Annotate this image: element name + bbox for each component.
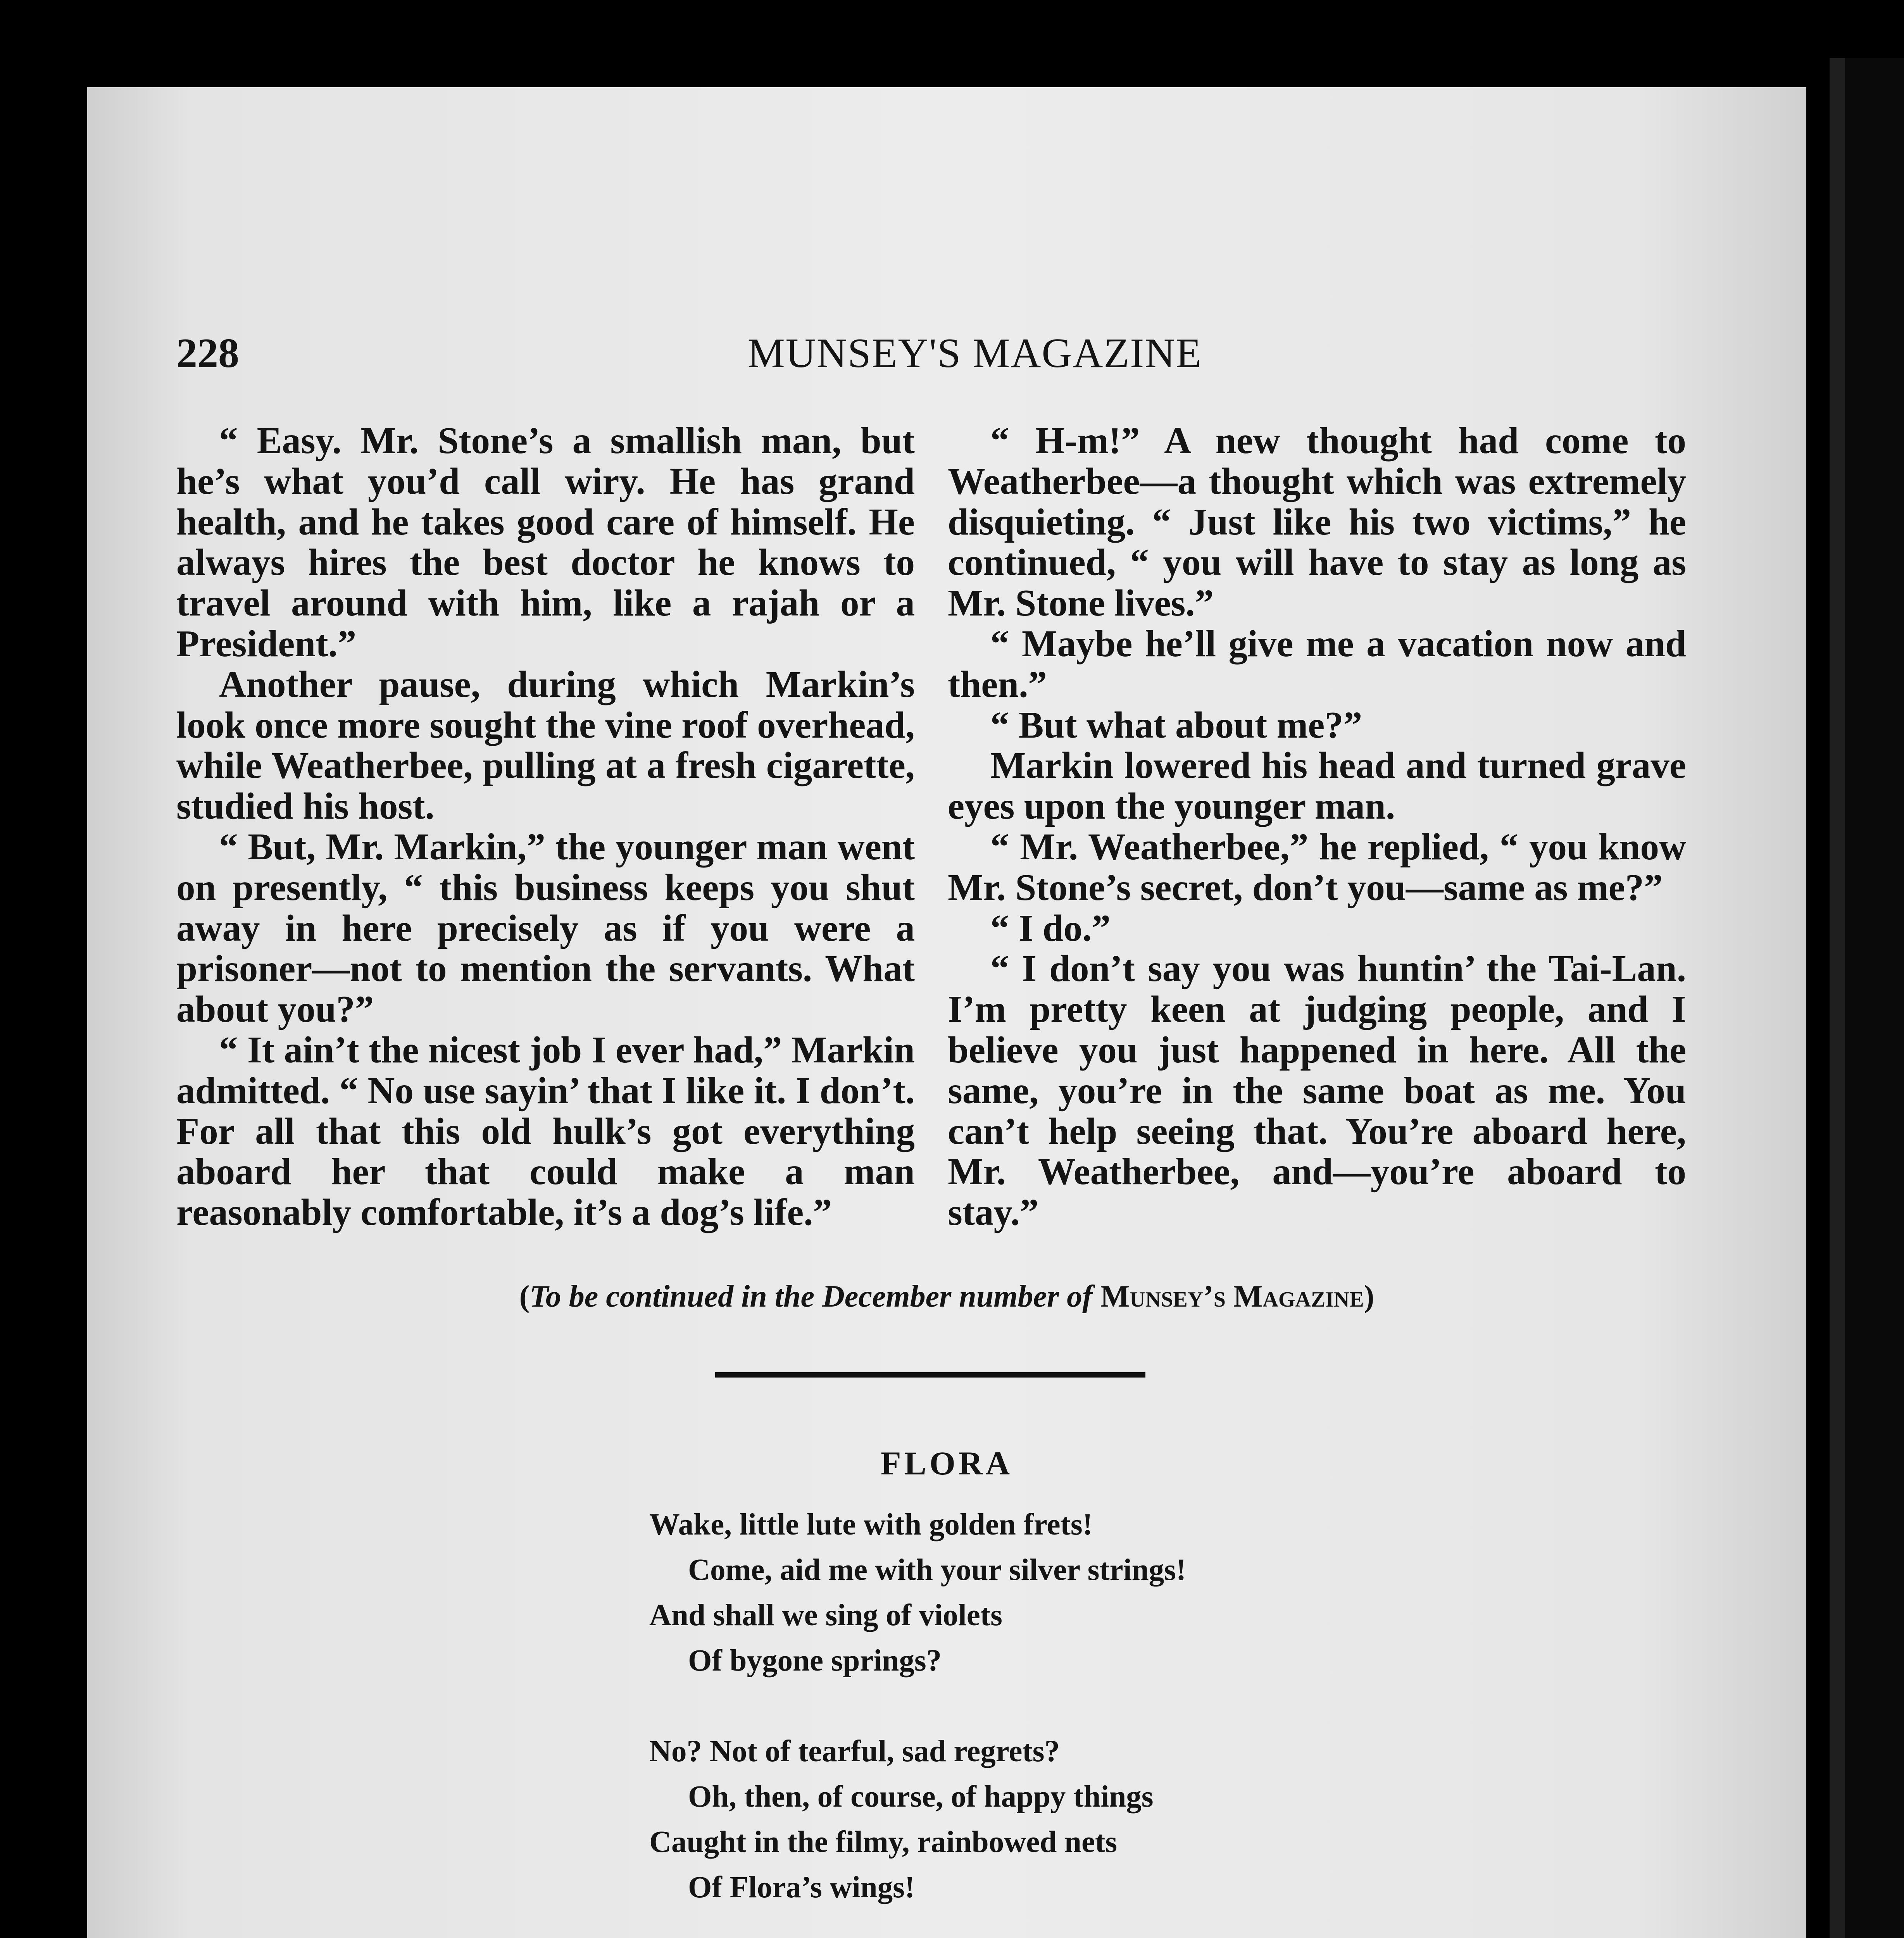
- continued-notice: [87, 1279, 1806, 1314]
- poem-line: Of Flora’s wings!: [688, 1871, 915, 1904]
- paragraph: “ It ain’t the nicest job I ever had,” Markin admitted. “ No use sayin’ that I like it. I don’t. For all that this old hulk’s got everything aboard her that could make a man reasonably comfortable, it’s a dog’s life.”: [176, 1029, 915, 1233]
- poem-line: Of bygone springs?: [688, 1644, 942, 1678]
- paragraph: “ I do.”: [990, 907, 1111, 949]
- section-divider: [715, 1372, 1145, 1378]
- continued-open: (: [519, 1279, 530, 1314]
- paragraph: “ Maybe he’ll give me a vacation now and then.”: [948, 622, 1686, 705]
- left-column: [176, 421, 915, 1233]
- paragraph: “ Mr. Weatherbee,” he replied, “ you know Mr. Stone’s secret, don’t you—same as me?”: [948, 826, 1686, 908]
- poem-body: [649, 1502, 1696, 1938]
- stanza: [649, 1729, 1696, 1910]
- magazine-title: MUNSEY'S MAGAZINE: [747, 330, 1202, 376]
- continued-magazine: Munsey’s Magazine: [1100, 1279, 1364, 1314]
- paragraph: Another pause, during which Markin’s look once more sought the vine roof overhead, while Weatherbee, pulling at a fresh cigarette, studied his host.: [176, 663, 915, 827]
- poem-line: Come, aid me with your silver strings!: [688, 1553, 1187, 1587]
- poem-title: FLORA: [881, 1445, 1013, 1482]
- poem-line: Caught in the filmy, rainbowed nets: [649, 1825, 1118, 1859]
- poem-line: No? Not of tearful, sad regrets?: [649, 1735, 1060, 1768]
- stanza: [649, 1502, 1696, 1683]
- page-number: 228: [176, 330, 239, 376]
- continued-text: To be continued in the December number of: [529, 1279, 1093, 1314]
- paragraph: “ But what about me?”: [990, 704, 1362, 746]
- right-column: [948, 421, 1686, 1233]
- paragraph: “ Easy. Mr. Stone’s a smallish man, but he’s what you’d call wiry. He has grand health, and he takes good care of himself. He always hires the best doctor he knows to travel around with him, like a rajah or a President.”: [176, 420, 915, 664]
- poem-line: And shall we sing of violets: [649, 1598, 1002, 1632]
- paragraph: “ I don’t say you was huntin’ the Tai-Lan. I’m pretty keen at judging people, and I believe you just happened in here. All the same, you’re in the same boat as me. You can’t help seeing that. You’re aboard here, Mr. Weatherbee, and—you’re aboard to stay.”: [948, 948, 1686, 1233]
- page-header: [176, 329, 1773, 388]
- book-spine: [1830, 58, 1904, 1938]
- poem-line: Wake, little lute with golden frets!: [649, 1508, 1093, 1541]
- paragraph: “ But, Mr. Markin,” the younger man went on presently, “ this business keeps you shut away in here precisely as if you were a prisoner—not to mention the servants. What about you?”: [176, 826, 915, 1030]
- paragraph: “ H-m!” A new thought had come to Weatherbee—a thought which was extremely disquieting. “ Just like his two victims,” he continued, “ you will have to stay as long as Mr. Stone lives.”: [948, 420, 1686, 624]
- continued-close: ): [1364, 1279, 1375, 1314]
- poem-line: Oh, then, of course, of happy things: [688, 1780, 1154, 1814]
- paragraph: Markin lowered his head and turned grave eyes upon the younger man.: [948, 745, 1686, 827]
- magazine-page: [87, 87, 1806, 1938]
